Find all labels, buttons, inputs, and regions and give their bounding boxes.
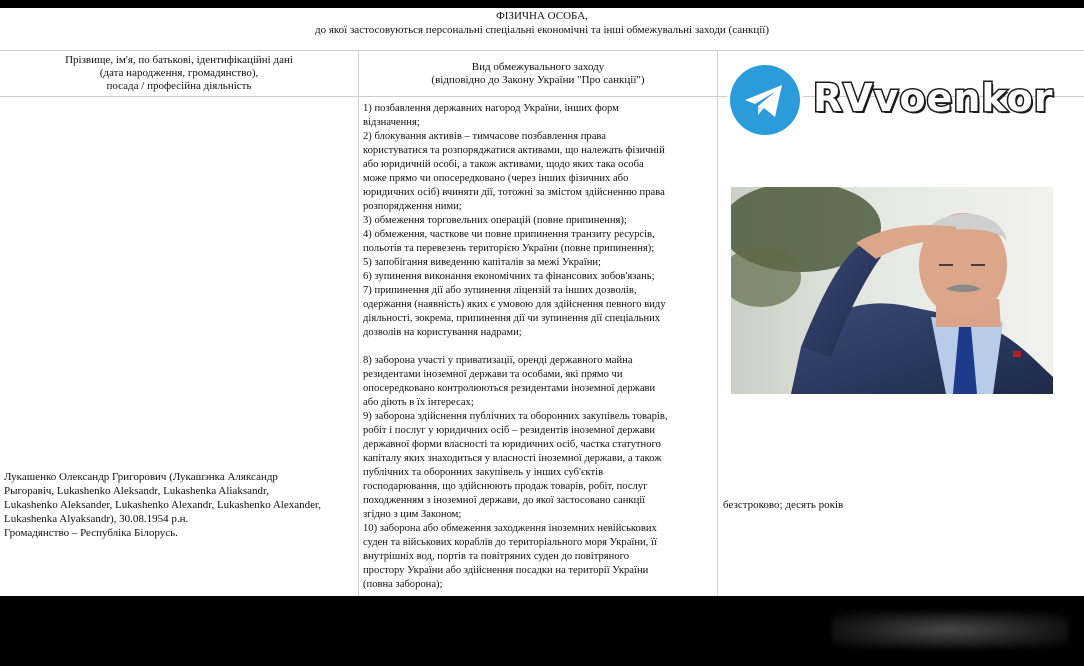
person-line: Громадянство – Республіка Білорусь. <box>4 527 178 539</box>
column-header-line: (дата народження, громадянство), <box>99 67 259 79</box>
measure-line: державної форми власності та юридичних осіб, частка статутного <box>363 439 661 450</box>
column-divider-1 <box>358 50 359 596</box>
measure-line: одержання (наявність) яких є умовою для здійснення певного виду <box>363 299 666 310</box>
portrait-photo <box>731 187 1053 394</box>
measure-line: 10) заборона або обмеження заходження іноземних невійськових <box>363 523 657 534</box>
column-header-line: Вид обмежувального заходу <box>471 61 605 73</box>
measure-line: опосередковано контролюються резидентами іноземної держави <box>363 383 656 394</box>
document-page <box>0 8 1084 596</box>
person-line: Лукашенко Олександр Григорович (Лукашэнка Аляксандр <box>4 471 278 483</box>
person-line: Lukashenko Aleksander, Lukashenko Alexandr, Lukashenko Alexander, <box>4 499 321 511</box>
measure-line: відзначення; <box>363 117 420 128</box>
column-header-line: Прізвище, ім'я, по батькові, ідентифікаційні дані <box>65 54 293 66</box>
column-header-line: (відповідно до Закону України "Про санкції") <box>431 74 645 86</box>
measure-line: 3) обмеження торговельних операцій (повне припинення); <box>363 215 627 226</box>
paper-plane-icon <box>730 65 800 135</box>
column-header-identity <box>0 54 358 93</box>
measure-line: дозволів на користування надрами; <box>363 327 522 338</box>
measure-line: 7) припинення дії або зупинення ліцензій та інших дозволів, <box>363 285 637 296</box>
portrait-illustration <box>731 187 1053 394</box>
column-divider-2 <box>717 50 718 596</box>
measure-line: 2) блокування активів – тимчасове позбавлення права <box>363 131 606 142</box>
telegram-icon <box>730 65 800 135</box>
measure-line: або діють в їх інтересах; <box>363 397 474 408</box>
measure-line: польотів та перевезень територією України (повне припинення); <box>363 243 655 254</box>
person-identity-cell <box>4 470 356 540</box>
measure-line: господарювання, що здійснюють продаж товарів, робіт, послуг <box>363 481 648 492</box>
blurred-overlay <box>832 612 1068 648</box>
person-line: Lukashenka Alyaksandr), 30.08.1954 р.н. <box>4 513 189 525</box>
measure-line: капіталу яких знаходиться у власності іноземної держави, а також <box>363 453 662 464</box>
measure-line: юридичних осіб) вчиняти дії, тотожні за змістом здійсненню права <box>363 187 665 198</box>
measure-line: 9) заборона здійснення публічних та оборонних закупівель товарів, <box>363 411 668 422</box>
measure-line: походженням з іноземної держави, до якої застосовано санкції <box>363 495 646 506</box>
measure-line: 8) заборона участі у приватизації, оренді державного майна <box>363 355 633 366</box>
measure-line: може прямо чи опосередковано (через інших фізичних або <box>363 173 629 184</box>
measure-line: резидентами іноземної держави та особами, які прямо чи <box>363 369 623 380</box>
measure-line: робіт і послуг у юридичних осіб – резидентів іноземної держави <box>363 425 656 436</box>
person-line: Рыгоравіч, Lukashenko Aleksandr, Lukashenka Aliaksandr, <box>4 485 269 497</box>
measure-line: діяльності, зокрема, припинення дії чи зупинення дії спеціальних <box>363 313 661 324</box>
measure-line: 1) позбавлення державних нагород України, інших форм <box>363 103 619 114</box>
measure-line: згідно з цим Законом; <box>363 509 462 520</box>
table-border-top <box>0 50 1084 51</box>
measure-line: 4) обмеження, часткове чи повне припинення транзиту ресурсів, <box>363 229 655 240</box>
measure-line <box>363 340 715 354</box>
measure-line: 5) запобігання виведенню капіталів за межі України; <box>363 257 601 268</box>
sanctions-measures-cell <box>363 102 715 592</box>
sanction-term-cell: безстроково; десять років <box>723 499 844 511</box>
column-header-line: посада / професійна діяльність <box>106 80 252 92</box>
measure-line: внутрішніх вод, портів та повітряних суден до повітряного <box>363 551 629 562</box>
top-bar <box>0 0 1084 8</box>
measure-line: (повна заборона); <box>363 579 443 590</box>
measure-line: суден та військових кораблів до територіального моря України, її <box>363 537 657 548</box>
document-header <box>0 8 1084 50</box>
measure-line: користуватися та розпоряджатися активами, що належать фізичній <box>363 145 665 156</box>
channel-watermark: RVvoenkor <box>813 76 1054 120</box>
measure-line: публічних та оборонних закупівель у інших суб'єктів <box>363 467 604 478</box>
measure-line: або юридичній особі, а також активами, щодо яких така особа <box>363 159 644 170</box>
measure-line: простору України або здійснення посадки на території України <box>363 565 649 576</box>
document-subtitle: до якої застосовуються персональні спеціальні економічні та інші обмежувальні заходи (санкції) <box>314 24 770 36</box>
measure-line: 6) зупинення виконання економічних та фінансових зобов'язань; <box>363 271 655 282</box>
document-title: ФІЗИЧНА ОСОБА, <box>496 10 588 22</box>
column-header-measures <box>359 61 717 87</box>
measure-line: розпорядження ними; <box>363 201 462 212</box>
